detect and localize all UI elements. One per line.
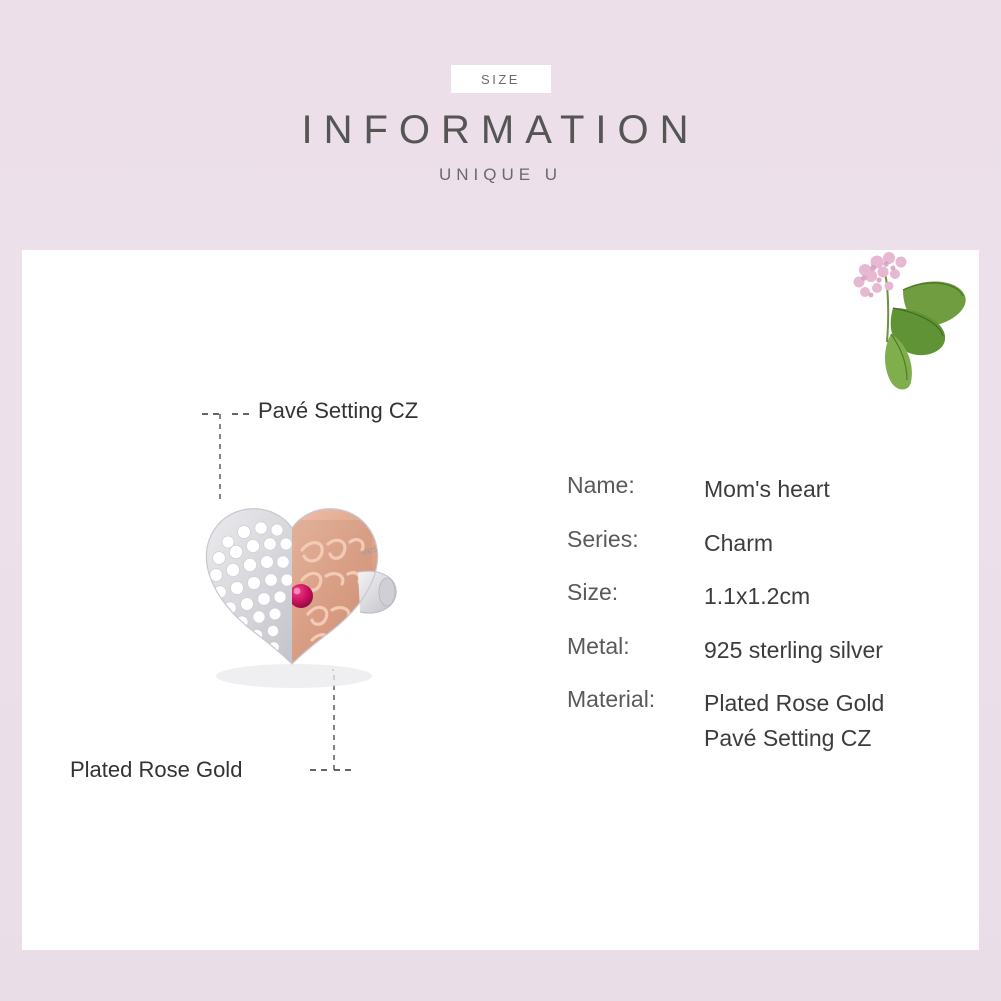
spec-value-name: Mom's heart (704, 476, 830, 502)
spec-value-size: 1.1x1.2cm (704, 583, 811, 609)
spec-value-material-second: Pavé Setting CZ (704, 724, 872, 751)
callout-label-pave-setting: Pavé Setting CZ (258, 398, 419, 423)
spec-key-material: Material: (567, 686, 656, 712)
page-subtitle: UNIQUE U (438, 165, 563, 184)
spec-key-name: Name: (567, 472, 635, 498)
spec-row (567, 472, 967, 507)
spec-key-metal: Metal: (567, 632, 630, 659)
spec-value-series: Charm (704, 529, 774, 556)
spec-list (567, 472, 967, 774)
page-title: INFORMATION (301, 108, 700, 152)
callout-label-plated-rose-gold: Plated Rose Gold (70, 757, 243, 782)
spec-row (567, 526, 967, 561)
spec-row (567, 633, 967, 668)
spec-key-size: Size: (567, 579, 619, 605)
lilac-flower-leaf-icon (831, 250, 971, 400)
svg-text:S925: S925 (360, 546, 379, 558)
spec-row (567, 686, 967, 755)
spec-row (567, 579, 967, 614)
size-badge: SIZE (451, 65, 551, 93)
spec-key-series: Series: (567, 525, 639, 552)
product-image-heart-charm (162, 480, 422, 700)
spec-value-metal: 925 sterling silver (704, 636, 883, 663)
spec-value-material: Plated Rose Gold (704, 690, 885, 716)
header (0, 0, 1001, 250)
info-card (22, 250, 979, 950)
